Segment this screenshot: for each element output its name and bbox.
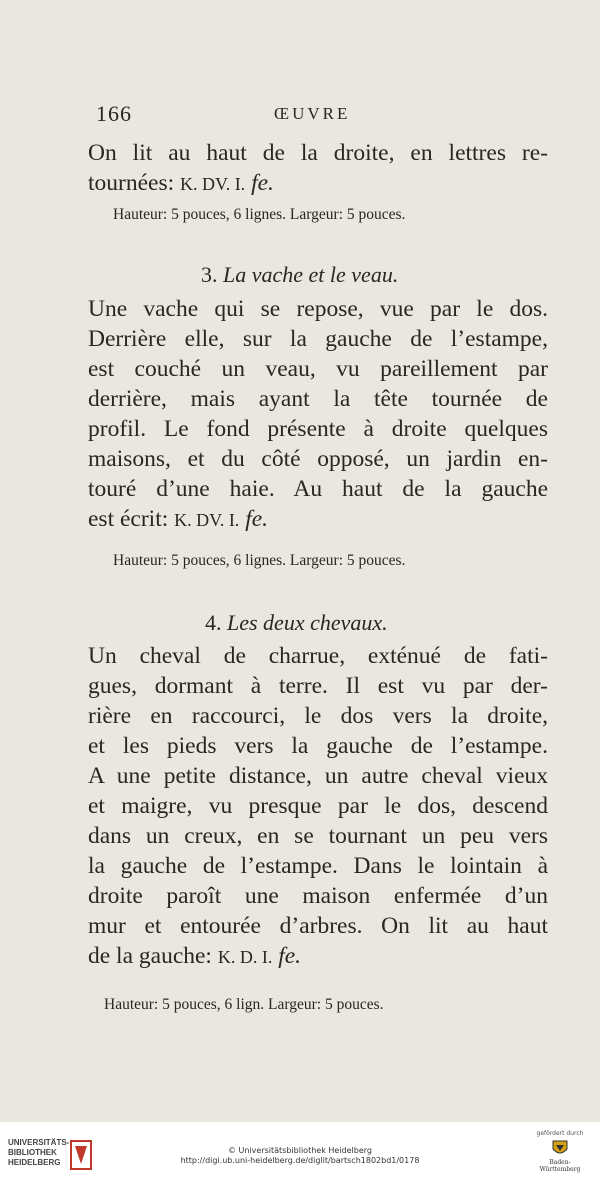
entry4-title: [205, 610, 388, 636]
signature-fe: fe.: [251, 170, 274, 196]
text-line: gues, dormant à terre. Il est vu par der-: [88, 673, 548, 699]
footer-bar: [0, 1122, 600, 1177]
entry-number: 3.: [201, 262, 218, 287]
text-line: Derrière elle, sur la gauche de l’estampe,: [88, 326, 548, 352]
funded-by-label: gefördert durch: [536, 1130, 584, 1137]
page-header: [96, 101, 556, 131]
library-logo[interactable]: [8, 1138, 108, 1174]
text-line: Une vache qui se repose, vue par le dos.: [88, 296, 548, 322]
text-line: maisons, et du côté opposé, un jardin en-: [88, 446, 548, 472]
text-line: droite paroît une maison enfermée d’un: [88, 883, 548, 909]
source-url[interactable]: http://digi.ub.uni-heidelberg.de/diglit/bartsch1802bd1/0178: [180, 1156, 420, 1165]
entry2-dimensions: Hauteur: 5 pouces, 6 lignes. Largeur: 5 pouces.: [113, 206, 406, 223]
text-line: dans un creux, en se tournant un peu vers: [88, 823, 548, 849]
footer-credit: [150, 1146, 450, 1166]
text-line: rière en raccourci, le dos vers la droite,: [88, 703, 548, 729]
copyright-text: © Universitätsbibliothek Heidelberg: [227, 1146, 372, 1155]
text-line: est couché un veau, vu pareillement par: [88, 356, 548, 382]
text-line: et les pieds vers la gauche de l’estampe.: [88, 733, 548, 759]
text-line: tournées: K. DV. I. fe.: [88, 170, 274, 196]
entry4-dimensions: Hauteur: 5 pouces, 6 lign. Largeur: 5 pouces.: [104, 996, 384, 1013]
text-line: est écrit: K. DV. I. fe.: [88, 506, 269, 532]
signature-fe: fe.: [278, 943, 302, 969]
page-number: 166: [96, 101, 132, 126]
text-line: A une petite distance, un autre cheval vieux: [88, 763, 548, 789]
signature-mark: K. DV. I.: [180, 174, 246, 194]
library-name: UNIVERSITÄTS- BIBLIOTHEK HEIDELBERG: [8, 1138, 70, 1167]
entry3-dimensions: Hauteur: 5 pouces, 6 lignes. Largeur: 5 pouces.: [113, 552, 406, 569]
entry-title-text: Les deux chevaux.: [227, 610, 388, 635]
entry2-text: [88, 138, 548, 198]
entry3-text: [88, 294, 548, 534]
funder-logo[interactable]: [530, 1130, 590, 1173]
entry-title-text: La vache et le veau.: [223, 262, 399, 287]
funder-name: Baden-Württemberg: [539, 1159, 581, 1173]
entry3-title: [201, 262, 398, 288]
signature-mark: K. D. I.: [217, 947, 273, 967]
signature-mark: K. DV. I.: [174, 510, 240, 530]
running-title: ŒUVRE: [274, 104, 351, 123]
entry-number: 4.: [205, 610, 222, 635]
library-seal-icon: [70, 1140, 92, 1170]
text-line: de la gauche: K. D. I. fe.: [88, 943, 302, 969]
text-line: et maigre, vu presque par le dos, descend: [88, 793, 548, 819]
text-line: derrière, mais ayant la tête tournée de: [88, 386, 548, 412]
signature-fe: fe.: [245, 506, 269, 532]
text-line: mur et entourée d’arbres. On lit au haut: [88, 913, 548, 939]
text-line: la gauche de l’estampe. Dans le lointain à: [88, 853, 548, 879]
text-line: profil. Le fond présente à droite quelques: [88, 416, 548, 442]
text-line: Un cheval de charrue, exténué de fati-: [88, 643, 548, 669]
text-line: On lit au haut de la droite, en lettres re-: [88, 140, 548, 166]
text-line: touré d’une haie. Au haut de la gauche: [88, 476, 548, 502]
entry4-text: [88, 641, 548, 971]
crest-icon: [550, 1139, 570, 1157]
